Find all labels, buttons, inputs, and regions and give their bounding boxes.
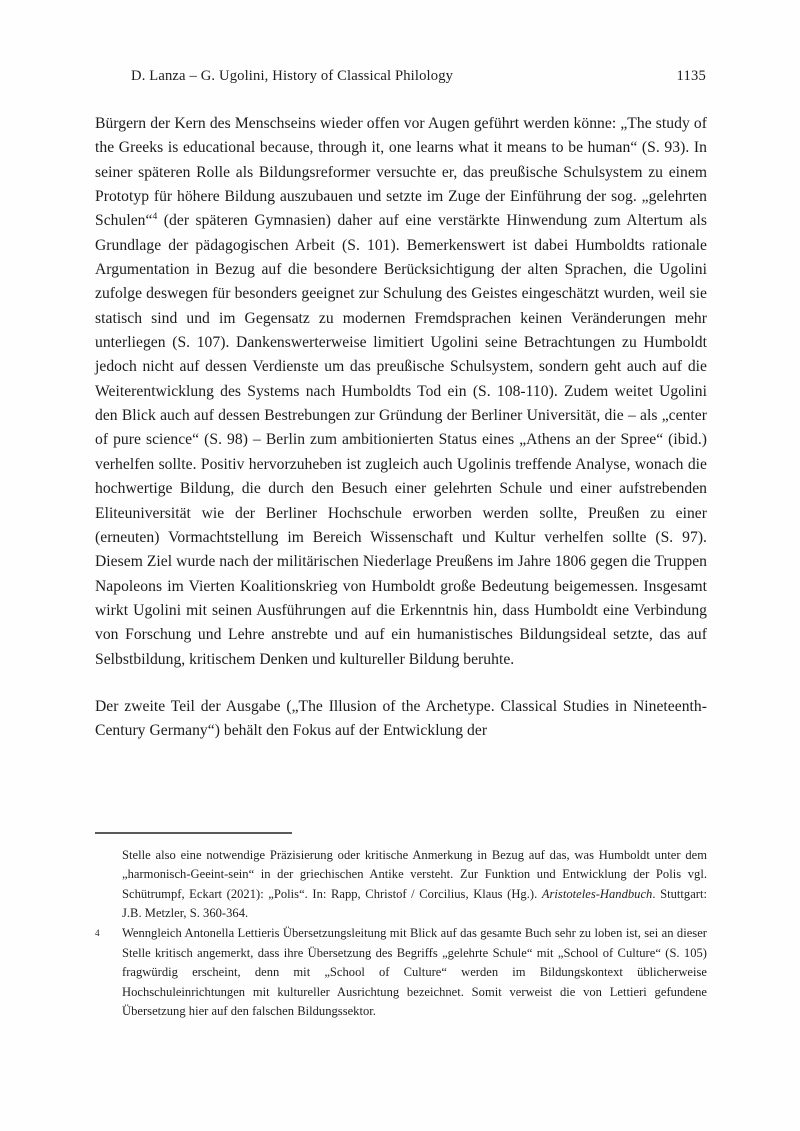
running-head bbox=[95, 68, 706, 90]
paragraph-text-lead: Bürgern der Kern des Menschseins wieder offen vor Augen geführt werden könne: „The study of the Greeks is educational because, through it, one learns what it means to be human“ (S. 93). In seiner späteren Rolle als Bildungsreformer versuchte er, das preußische Schulsystem zu einem Prototyp für höhere Bildung auszubauen und setzte im Zuge der Einführung der sog. „gelehrten Schulen“ bbox=[95, 115, 707, 230]
paragraph-text-tail: (der späteren Gymnasien) daher auf eine verstärkte Hinwendung zum Altertum als Grundlage der pädagogischen Arbeit (S. 101). Bemerkenswert ist dabei Humboldts rationale Argumentation in Bezug auf die besondere Berücksichtigung der alten Sprachen, die Ugolini zufolge deswegen für besonders geeignet zur Schulung des Geistes eingeschätzt wurden, weil sie statisch sind und im Gegensatz zu modernen Fremdsprachen keinen Veränderungen mehr unterliegen (S. 107). Dankenswerterweise limitiert Ugolini seine Betrachtungen zu Humboldt jedoch nicht auf dessen Verdienste um das preußische Schulsystem, sondern geht auch auf die Weiterentwicklung des Systems nach Humboldts Tod ein (S. 108-110). Zudem weitet Ugolini den Blick auch auf dessen Bestrebungen zur Gründung der Berliner Universität, die – als „center of pure science“ (S. 98) – Berlin zum ambitionierten Status eines „Athens an der Spree“ (ibid.) verhelfen sollte. Positiv hervorzuheben ist zugleich auch Ugolinis treffende Analyse, wonach die hochwertige Bildung, die durch den Besuch einer gelehrten Schule und einer aufstrebenden Eliteuniversität wie der Berliner Hochschule erworben werden sollte, Preußen zu einer (erneuten) Vormachtstellung im Bereich Wissenschaft und Kultur verhelfen sollte (S. 97). Diesem Ziel wurde nach der militärischen Niederlage Preußens im Jahre 1806 gegen die Truppen Napoleons im Vierten Koalitionskrieg von Humboldt große Bedeutung beigemessen. Insgesamt wirkt Ugolini mit seinen Ausführungen auf die Erkenntnis hin, dass Humboldt eine Verbindung von Forschung und Lehre anstrebte und auf ein humanistisches Bildungsideal setzte, das auf Selbstbildung, kritischem Denken und kultureller Bildung beruhte. bbox=[95, 212, 707, 668]
footnote-segment: Wenngleich Antonella Lettieris Übersetzungsleitung mit Blick auf das gesamte Buch sehr zu loben ist, sei an dieser Stelle kritisch angemerkt, dass ihre Übersetzung des Begriffs „gelehrte Schule“ mit „School of Culture“ (S. 105) fragwürdig erscheint, denn mit „School of Culture“ werden im Bildungskontext üblicherweise Hochschuleinrichtungen mit kultureller Ausrichtung bezeichnet. Somit verweist die von Lettieri gefundene Übersetzung hier auf den falschen Bildungssektor. bbox=[122, 925, 707, 1019]
footnote-text bbox=[122, 924, 707, 1022]
paragraph-text-lead: Der zweite Teil der Ausgabe („The Illusion of the Archetype. Classical Studies in Nineteenth-Century Germany“) behält den Fokus auf der Entwicklung der bbox=[95, 697, 707, 740]
running-head-title: D. Lanza – G. Ugolini, History of Classical Philology bbox=[131, 68, 454, 84]
footnote-reference-4[interactable]: 4 bbox=[152, 211, 158, 223]
page-number: 1135 bbox=[676, 68, 706, 84]
footnote-continued bbox=[95, 846, 707, 924]
footnote-marker: 4 bbox=[95, 927, 100, 938]
footnote-segment-italic-title: Aristoteles-Handbuch bbox=[541, 886, 653, 901]
footnote-area bbox=[95, 832, 707, 1022]
paragraph-humboldt bbox=[95, 112, 707, 672]
paragraph-zweiter-teil bbox=[95, 695, 707, 744]
footnote-segment: Stelle also eine notwendige Präzisierung oder kritische Anmerkung in Bezug auf das, was Humboldt unter dem „harmonisch-Geeint-sein“ in der griechischen Antike versteht. Zur Funktion und Entwicklung der Polis vgl. Schütrumpf, Eckart (2021): „Polis“. In: Rapp, Christof / Corcilius, Klaus (Hg.). bbox=[122, 847, 707, 901]
body-text-block bbox=[95, 112, 707, 744]
footnote-4 bbox=[95, 924, 707, 1022]
footnote-segment: . Stuttgart: J.B. Metzler, S. 360-364. bbox=[122, 886, 708, 921]
footnote-separator-rule bbox=[95, 832, 292, 834]
footnote-text bbox=[122, 846, 707, 924]
